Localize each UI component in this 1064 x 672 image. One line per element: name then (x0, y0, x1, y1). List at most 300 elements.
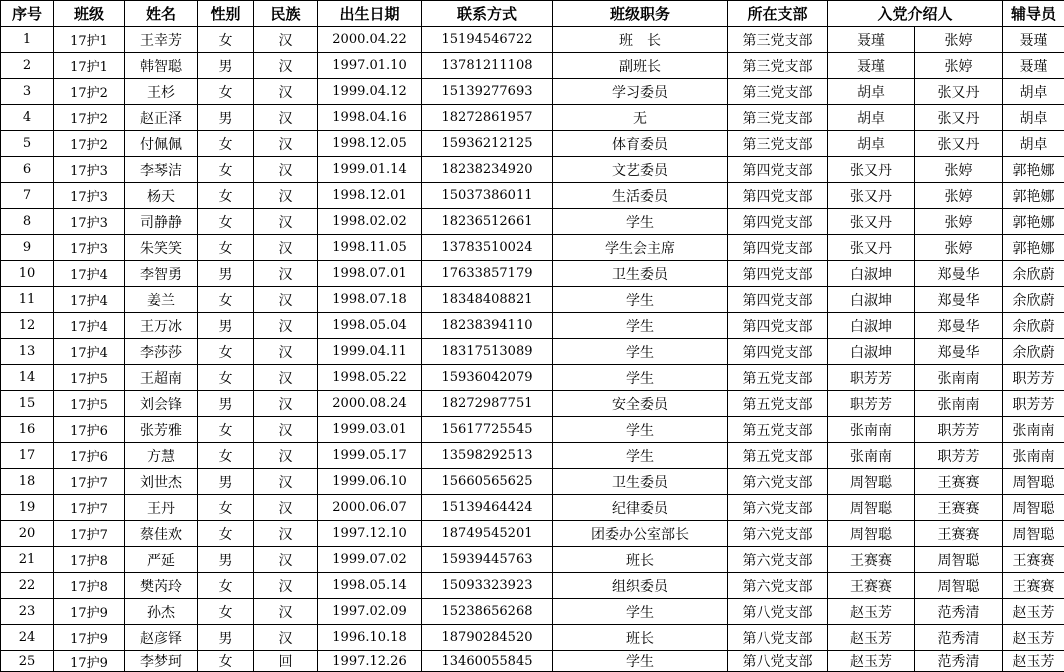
table-row (1, 261, 1064, 287)
seq-cell: 9 (1, 235, 54, 261)
name-cell: 司静静 (125, 209, 198, 235)
birthdate-cell: 1998.05.14 (318, 573, 422, 599)
class-cell: 17护3 (54, 157, 125, 183)
branch-cell: 第六党支部 (728, 573, 828, 599)
introducer-1-cell: 聂瑾 (828, 53, 915, 79)
ethnicity-cell: 汉 (254, 391, 318, 417)
counselor-cell: 郭艳娜 (1003, 157, 1064, 183)
birthdate-cell: 1998.02.02 (318, 209, 422, 235)
name-cell: 孙杰 (125, 599, 198, 625)
header-seq: 序号 (1, 1, 54, 27)
contact-cell: 18317513089 (422, 339, 553, 365)
gender-cell: 男 (198, 547, 254, 573)
introducer-2-cell: 郑曼华 (915, 287, 1003, 313)
contact-cell: 18348408821 (422, 287, 553, 313)
ethnicity-cell: 汉 (254, 495, 318, 521)
seq-cell: 7 (1, 183, 54, 209)
ethnicity-cell: 汉 (254, 53, 318, 79)
counselor-cell: 余欣蔚 (1003, 287, 1064, 313)
class-cell: 17护7 (54, 521, 125, 547)
introducer-1-cell: 周智聪 (828, 521, 915, 547)
table-row (1, 339, 1064, 365)
branch-cell: 第四党支部 (728, 313, 828, 339)
counselor-cell: 胡卓 (1003, 105, 1064, 131)
seq-cell: 20 (1, 521, 54, 547)
branch-cell: 第四党支部 (728, 183, 828, 209)
introducer-1-cell: 白淑坤 (828, 313, 915, 339)
birthdate-cell: 1999.04.11 (318, 339, 422, 365)
gender-cell: 女 (198, 443, 254, 469)
position-cell: 学生 (553, 417, 728, 443)
contact-cell: 15139464424 (422, 495, 553, 521)
name-cell: 杨天 (125, 183, 198, 209)
introducer-2-cell: 王赛赛 (915, 469, 1003, 495)
contact-cell: 15660565625 (422, 469, 553, 495)
name-cell: 朱笑笑 (125, 235, 198, 261)
class-cell: 17护3 (54, 235, 125, 261)
header-counselor: 辅导员 (1003, 1, 1064, 27)
branch-cell: 第四党支部 (728, 235, 828, 261)
contact-cell: 18272861957 (422, 105, 553, 131)
table-row (1, 599, 1064, 625)
introducer-2-cell: 王赛赛 (915, 521, 1003, 547)
position-cell: 班长 (553, 547, 728, 573)
position-cell: 学生 (553, 209, 728, 235)
table-row (1, 547, 1064, 573)
header-gender: 性别 (198, 1, 254, 27)
introducer-2-cell: 张南南 (915, 365, 1003, 391)
position-cell: 卫生委员 (553, 261, 728, 287)
counselor-cell: 赵玉芳 (1003, 651, 1064, 672)
name-cell: 严延 (125, 547, 198, 573)
ethnicity-cell: 汉 (254, 573, 318, 599)
ethnicity-cell: 汉 (254, 261, 318, 287)
contact-cell: 15617725545 (422, 417, 553, 443)
table-row (1, 651, 1064, 672)
name-cell: 赵彦铎 (125, 625, 198, 651)
ethnicity-cell: 汉 (254, 287, 318, 313)
ethnicity-cell: 汉 (254, 417, 318, 443)
name-cell: 赵正泽 (125, 105, 198, 131)
class-cell: 17护2 (54, 105, 125, 131)
header-position: 班级职务 (553, 1, 728, 27)
introducer-1-cell: 胡卓 (828, 105, 915, 131)
table-row (1, 105, 1064, 131)
position-cell: 安全委员 (553, 391, 728, 417)
name-cell: 刘世杰 (125, 469, 198, 495)
seq-cell: 3 (1, 79, 54, 105)
position-cell: 学生 (553, 339, 728, 365)
introducer-1-cell: 周智聪 (828, 469, 915, 495)
table-row (1, 469, 1064, 495)
contact-cell: 15139277693 (422, 79, 553, 105)
introducer-2-cell: 张又丹 (915, 79, 1003, 105)
table-row (1, 573, 1064, 599)
table-row (1, 391, 1064, 417)
ethnicity-cell: 汉 (254, 209, 318, 235)
position-cell: 班 长 (553, 27, 728, 53)
counselor-cell: 周智聪 (1003, 495, 1064, 521)
introducer-1-cell: 白淑坤 (828, 339, 915, 365)
ethnicity-cell: 汉 (254, 547, 318, 573)
counselor-cell: 王赛赛 (1003, 547, 1064, 573)
counselor-cell: 胡卓 (1003, 79, 1064, 105)
position-cell: 学生 (553, 287, 728, 313)
name-cell: 李琴洁 (125, 157, 198, 183)
contact-cell: 15936212125 (422, 131, 553, 157)
counselor-cell: 周智聪 (1003, 469, 1064, 495)
contact-cell: 13783510024 (422, 235, 553, 261)
table-row (1, 365, 1064, 391)
introducer-2-cell: 范秀清 (915, 651, 1003, 672)
introducer-1-cell: 张又丹 (828, 235, 915, 261)
class-cell: 17护9 (54, 625, 125, 651)
class-cell: 17护7 (54, 469, 125, 495)
contact-cell: 13598292513 (422, 443, 553, 469)
introducer-1-cell: 王赛赛 (828, 573, 915, 599)
branch-cell: 第三党支部 (728, 105, 828, 131)
gender-cell: 女 (198, 495, 254, 521)
birthdate-cell: 1999.06.10 (318, 469, 422, 495)
name-cell: 王丹 (125, 495, 198, 521)
ethnicity-cell: 汉 (254, 27, 318, 53)
gender-cell: 男 (198, 469, 254, 495)
name-cell: 韩智聪 (125, 53, 198, 79)
counselor-cell: 余欣蔚 (1003, 313, 1064, 339)
position-cell: 文艺委员 (553, 157, 728, 183)
header-row (1, 1, 1064, 27)
counselor-cell: 张南南 (1003, 443, 1064, 469)
introducer-2-cell: 张又丹 (915, 131, 1003, 157)
table-row (1, 495, 1064, 521)
birthdate-cell: 1998.12.05 (318, 131, 422, 157)
birthdate-cell: 1999.01.14 (318, 157, 422, 183)
birthdate-cell: 1997.02.09 (318, 599, 422, 625)
branch-cell: 第五党支部 (728, 443, 828, 469)
seq-cell: 4 (1, 105, 54, 131)
seq-cell: 25 (1, 651, 54, 672)
seq-cell: 12 (1, 313, 54, 339)
gender-cell: 男 (198, 53, 254, 79)
gender-cell: 女 (198, 573, 254, 599)
table-row (1, 27, 1064, 53)
introducer-2-cell: 郑曼华 (915, 313, 1003, 339)
introducer-2-cell: 张婷 (915, 235, 1003, 261)
name-cell: 付佩佩 (125, 131, 198, 157)
name-cell: 姜兰 (125, 287, 198, 313)
table-row (1, 521, 1064, 547)
contact-cell: 15194546722 (422, 27, 553, 53)
seq-cell: 23 (1, 599, 54, 625)
birthdate-cell: 2000.04.22 (318, 27, 422, 53)
class-cell: 17护8 (54, 573, 125, 599)
ethnicity-cell: 汉 (254, 521, 318, 547)
class-cell: 17护4 (54, 313, 125, 339)
class-cell: 17护1 (54, 53, 125, 79)
contact-cell: 18238234920 (422, 157, 553, 183)
gender-cell: 男 (198, 391, 254, 417)
name-cell: 王杉 (125, 79, 198, 105)
position-cell: 学生 (553, 365, 728, 391)
header-contact: 联系方式 (422, 1, 553, 27)
birthdate-cell: 1998.05.04 (318, 313, 422, 339)
gender-cell: 女 (198, 79, 254, 105)
class-cell: 17护9 (54, 599, 125, 625)
seq-cell: 22 (1, 573, 54, 599)
gender-cell: 男 (198, 625, 254, 651)
counselor-cell: 聂瑾 (1003, 53, 1064, 79)
name-cell: 王万冰 (125, 313, 198, 339)
introducer-1-cell: 白淑坤 (828, 261, 915, 287)
table-row (1, 313, 1064, 339)
table-row (1, 131, 1064, 157)
seq-cell: 18 (1, 469, 54, 495)
counselor-cell: 余欣蔚 (1003, 339, 1064, 365)
birthdate-cell: 1998.12.01 (318, 183, 422, 209)
seq-cell: 24 (1, 625, 54, 651)
class-cell: 17护6 (54, 443, 125, 469)
counselor-cell: 周智聪 (1003, 521, 1064, 547)
gender-cell: 女 (198, 521, 254, 547)
branch-cell: 第六党支部 (728, 521, 828, 547)
introducer-2-cell: 张南南 (915, 391, 1003, 417)
class-cell: 17护4 (54, 287, 125, 313)
birthdate-cell: 1998.11.05 (318, 235, 422, 261)
gender-cell: 女 (198, 365, 254, 391)
contact-cell: 15037386011 (422, 183, 553, 209)
branch-cell: 第八党支部 (728, 625, 828, 651)
introducer-2-cell: 范秀清 (915, 625, 1003, 651)
header-branch: 所在支部 (728, 1, 828, 27)
gender-cell: 女 (198, 27, 254, 53)
birthdate-cell: 1999.04.12 (318, 79, 422, 105)
introducer-2-cell: 职芳芳 (915, 443, 1003, 469)
counselor-cell: 郭艳娜 (1003, 209, 1064, 235)
name-cell: 方慧 (125, 443, 198, 469)
introducer-2-cell: 张婷 (915, 53, 1003, 79)
seq-cell: 17 (1, 443, 54, 469)
seq-cell: 15 (1, 391, 54, 417)
counselor-cell: 郭艳娜 (1003, 183, 1064, 209)
counselor-cell: 赵玉芳 (1003, 599, 1064, 625)
ethnicity-cell: 汉 (254, 235, 318, 261)
branch-cell: 第六党支部 (728, 469, 828, 495)
introducer-1-cell: 胡卓 (828, 79, 915, 105)
name-cell: 王幸芳 (125, 27, 198, 53)
introducer-1-cell: 聂瑾 (828, 27, 915, 53)
introducer-2-cell: 职芳芳 (915, 417, 1003, 443)
position-cell: 班长 (553, 625, 728, 651)
seq-cell: 14 (1, 365, 54, 391)
header-ethnicity: 民族 (254, 1, 318, 27)
seq-cell: 6 (1, 157, 54, 183)
ethnicity-cell: 汉 (254, 365, 318, 391)
table-row (1, 53, 1064, 79)
name-cell: 张芳雅 (125, 417, 198, 443)
ethnicity-cell: 汉 (254, 183, 318, 209)
introducer-1-cell: 张南南 (828, 443, 915, 469)
class-cell: 17护9 (54, 651, 125, 672)
branch-cell: 第六党支部 (728, 495, 828, 521)
branch-cell: 第四党支部 (728, 287, 828, 313)
birthdate-cell: 1997.12.10 (318, 521, 422, 547)
introducer-1-cell: 张又丹 (828, 157, 915, 183)
header-class: 班级 (54, 1, 125, 27)
gender-cell: 女 (198, 157, 254, 183)
branch-cell: 第五党支部 (728, 391, 828, 417)
introducer-2-cell: 周智聪 (915, 547, 1003, 573)
contact-cell: 18749545201 (422, 521, 553, 547)
seq-cell: 13 (1, 339, 54, 365)
counselor-cell: 余欣蔚 (1003, 261, 1064, 287)
class-cell: 17护4 (54, 339, 125, 365)
counselor-cell: 赵玉芳 (1003, 625, 1064, 651)
header-introducers: 入党介绍人 (828, 1, 1003, 27)
contact-cell: 18238394110 (422, 313, 553, 339)
name-cell: 樊芮玲 (125, 573, 198, 599)
introducer-2-cell: 郑曼华 (915, 261, 1003, 287)
class-cell: 17护2 (54, 131, 125, 157)
gender-cell: 女 (198, 417, 254, 443)
seq-cell: 16 (1, 417, 54, 443)
counselor-cell: 职芳芳 (1003, 391, 1064, 417)
branch-cell: 第八党支部 (728, 599, 828, 625)
gender-cell: 女 (198, 339, 254, 365)
contact-cell: 18236512661 (422, 209, 553, 235)
table-row (1, 79, 1064, 105)
seq-cell: 21 (1, 547, 54, 573)
introducer-2-cell: 张婷 (915, 183, 1003, 209)
birthdate-cell: 1997.12.26 (318, 651, 422, 672)
class-cell: 17护6 (54, 417, 125, 443)
position-cell: 体育委员 (553, 131, 728, 157)
seq-cell: 5 (1, 131, 54, 157)
class-cell: 17护3 (54, 183, 125, 209)
position-cell: 学生 (553, 651, 728, 672)
position-cell: 学生会主席 (553, 235, 728, 261)
class-cell: 17护1 (54, 27, 125, 53)
ethnicity-cell: 汉 (254, 443, 318, 469)
contact-cell: 13460055845 (422, 651, 553, 672)
ethnicity-cell: 汉 (254, 625, 318, 651)
birthdate-cell: 1998.05.22 (318, 365, 422, 391)
seq-cell: 1 (1, 27, 54, 53)
birthdate-cell: 2000.08.24 (318, 391, 422, 417)
introducer-2-cell: 王赛赛 (915, 495, 1003, 521)
gender-cell: 女 (198, 209, 254, 235)
introducer-1-cell: 张又丹 (828, 209, 915, 235)
introducer-1-cell: 张南南 (828, 417, 915, 443)
position-cell: 学生 (553, 313, 728, 339)
table-row (1, 183, 1064, 209)
position-cell: 团委办公室部长 (553, 521, 728, 547)
name-cell: 李梦珂 (125, 651, 198, 672)
contact-cell: 13781211108 (422, 53, 553, 79)
birthdate-cell: 1997.01.10 (318, 53, 422, 79)
position-cell: 卫生委员 (553, 469, 728, 495)
header-birthdate: 出生日期 (318, 1, 422, 27)
counselor-cell: 王赛赛 (1003, 573, 1064, 599)
table-row (1, 417, 1064, 443)
seq-cell: 10 (1, 261, 54, 287)
birthdate-cell: 1999.05.17 (318, 443, 422, 469)
introducer-1-cell: 白淑坤 (828, 287, 915, 313)
branch-cell: 第八党支部 (728, 651, 828, 672)
counselor-cell: 胡卓 (1003, 131, 1064, 157)
birthdate-cell: 1999.07.02 (318, 547, 422, 573)
branch-cell: 第四党支部 (728, 339, 828, 365)
introducer-2-cell: 范秀清 (915, 599, 1003, 625)
position-cell: 纪律委员 (553, 495, 728, 521)
table-row (1, 235, 1064, 261)
branch-cell: 第三党支部 (728, 27, 828, 53)
branch-cell: 第四党支部 (728, 209, 828, 235)
table-row (1, 287, 1064, 313)
branch-cell: 第四党支部 (728, 157, 828, 183)
introducer-1-cell: 职芳芳 (828, 391, 915, 417)
branch-cell: 第六党支部 (728, 547, 828, 573)
name-cell: 李智勇 (125, 261, 198, 287)
contact-cell: 15936042079 (422, 365, 553, 391)
introducer-2-cell: 周智聪 (915, 573, 1003, 599)
birthdate-cell: 1999.03.01 (318, 417, 422, 443)
gender-cell: 女 (198, 235, 254, 261)
gender-cell: 女 (198, 183, 254, 209)
name-cell: 李莎莎 (125, 339, 198, 365)
branch-cell: 第三党支部 (728, 53, 828, 79)
ethnicity-cell: 汉 (254, 599, 318, 625)
gender-cell: 男 (198, 105, 254, 131)
class-cell: 17护4 (54, 261, 125, 287)
name-cell: 王超南 (125, 365, 198, 391)
gender-cell: 男 (198, 261, 254, 287)
position-cell: 组织委员 (553, 573, 728, 599)
contact-cell: 17633857179 (422, 261, 553, 287)
introducer-1-cell: 胡卓 (828, 131, 915, 157)
birthdate-cell: 1998.07.01 (318, 261, 422, 287)
birthdate-cell: 1998.07.18 (318, 287, 422, 313)
counselor-cell: 聂瑾 (1003, 27, 1064, 53)
counselor-cell: 张南南 (1003, 417, 1064, 443)
introducer-2-cell: 郑曼华 (915, 339, 1003, 365)
counselor-cell: 职芳芳 (1003, 365, 1064, 391)
gender-cell: 男 (198, 313, 254, 339)
name-cell: 蔡佳欢 (125, 521, 198, 547)
introducer-1-cell: 周智聪 (828, 495, 915, 521)
contact-cell: 15939445763 (422, 547, 553, 573)
branch-cell: 第三党支部 (728, 79, 828, 105)
class-cell: 17护2 (54, 79, 125, 105)
position-cell: 学生 (553, 443, 728, 469)
branch-cell: 第三党支部 (728, 131, 828, 157)
ethnicity-cell: 回 (254, 651, 318, 672)
table-row (1, 157, 1064, 183)
seq-cell: 2 (1, 53, 54, 79)
ethnicity-cell: 汉 (254, 157, 318, 183)
introducer-1-cell: 赵玉芳 (828, 651, 915, 672)
branch-cell: 第五党支部 (728, 365, 828, 391)
gender-cell: 女 (198, 287, 254, 313)
branch-cell: 第五党支部 (728, 417, 828, 443)
branch-cell: 第四党支部 (728, 261, 828, 287)
gender-cell: 女 (198, 131, 254, 157)
table-row (1, 625, 1064, 651)
seq-cell: 8 (1, 209, 54, 235)
class-cell: 17护3 (54, 209, 125, 235)
table-row (1, 443, 1064, 469)
ethnicity-cell: 汉 (254, 131, 318, 157)
seq-cell: 19 (1, 495, 54, 521)
